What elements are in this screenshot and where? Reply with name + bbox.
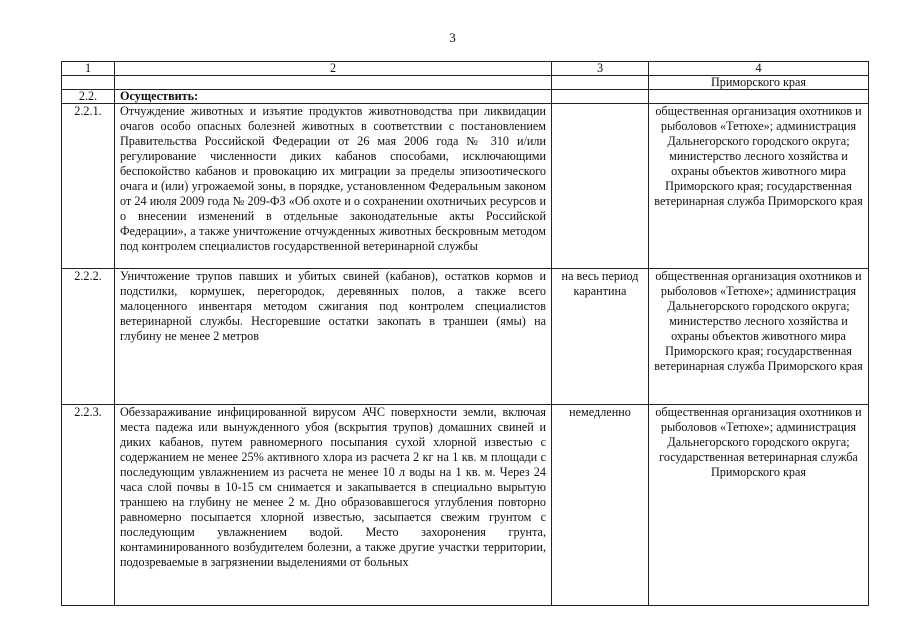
item-number: 2.2.3. bbox=[62, 405, 115, 606]
column-number-row bbox=[62, 62, 869, 76]
region-cell: Приморского края bbox=[649, 76, 869, 90]
table-row bbox=[62, 269, 869, 405]
empty-cell bbox=[552, 90, 649, 104]
column-header-2: 2 bbox=[115, 62, 552, 76]
column-header-1: 1 bbox=[62, 62, 115, 76]
measure-term: немедленно bbox=[552, 405, 649, 606]
responsible-parties: общественная организация охотников и рыболовов «Тетюхе»; администрация Дальнегорского городского округа; министерство лесного хозяйства и охраны объектов животного мира Приморского края; государственная ветеринарная служба Приморского края bbox=[649, 104, 869, 269]
responsible-parties: общественная организация охотников и рыболовов «Тетюхе»; администрация Дальнегорского городского округа; министерство лесного хозяйства и охраны объектов животного мира Приморского края; государственная ветеринарная служба Приморского края bbox=[649, 269, 869, 405]
measure-description: Обеззараживание инфицированной вирусом АЧС поверхности земли, включая места падежа или вынужденного убоя (вскрытия трупов) домашних свиней и диких кабанов, путем равномерного посыпания сухой хлорной известью с содержанием не менее 25% активного хлора из расчета 2 кг на 1 кв. м площади с последующим увлажнением из расчета не менее 10 л воды на 1 кв. м. Через 24 часа слой почвы в 10-15 см снимается и закапывается в специально вырытую траншею на глубину не менее 2 м. Дно образовавшегося углубления повторно равномерно посыпается хлорной известью, засыпается свежим грунтом с последующим увлажнением водой. Место захоронения грунта, контаминированного возбудителем болезни, а также другие участки территории, подозреваемые в загрязнении выделениями от больных bbox=[115, 405, 552, 606]
section-number: 2.2. bbox=[62, 90, 115, 104]
column-header-4: 4 bbox=[649, 62, 869, 76]
empty-cell bbox=[62, 76, 115, 90]
table-row bbox=[62, 104, 869, 269]
measure-term: на весь период карантина bbox=[552, 269, 649, 405]
column-header-3: 3 bbox=[552, 62, 649, 76]
item-number: 2.2.2. bbox=[62, 269, 115, 405]
region-continuation-row bbox=[62, 76, 869, 90]
measure-description: Уничтожение трупов павших и убитых свиней (кабанов), остатков кормов и подстилки, кормушек, перегородок, деревянных полов, а также всего малоценного инвентаря методом сжигания под контролем специалистов ветеринарной службы. Несгоревшие остатки закопать в траншеи (ямы) на глубину не менее 2 метров bbox=[115, 269, 552, 405]
section-row bbox=[62, 90, 869, 104]
empty-cell bbox=[649, 90, 869, 104]
item-number: 2.2.1. bbox=[62, 104, 115, 269]
empty-cell bbox=[552, 76, 649, 90]
table-row bbox=[62, 405, 869, 606]
page-number: 3 bbox=[449, 30, 456, 45]
section-title: Осуществить: bbox=[115, 90, 552, 104]
measure-description: Отчуждение животных и изъятие продуктов животноводства при ликвидации очагов особо опасных болезней животных в соответствии с постановлением Правительства Российской Федерации от 26 мая 2006 года № 310 и/или регулирование численности диких кабанов способами, исключающими беспокойство кабанов и провокацию их миграции за пределы эпизоотического очага и (или) угрожаемой зоны, в порядке, установленном Федеральным законом от 24 июля 2009 года № 209-ФЗ «Об охоте и о сохранении охотничьих ресурсов и о внесении изменений в отдельные законодательные акты Российской Федерации», а также уничтожение отчужденных животных бескровным методом под контролем специалистов государственной ветеринарной службы bbox=[115, 104, 552, 269]
empty-cell bbox=[115, 76, 552, 90]
measures-table bbox=[61, 61, 869, 606]
measure-term bbox=[552, 104, 649, 269]
responsible-parties: общественная организация охотников и рыболовов «Тетюхе»; администрация Дальнегорского городского округа; государственная ветеринарная служба Приморского края bbox=[649, 405, 869, 606]
